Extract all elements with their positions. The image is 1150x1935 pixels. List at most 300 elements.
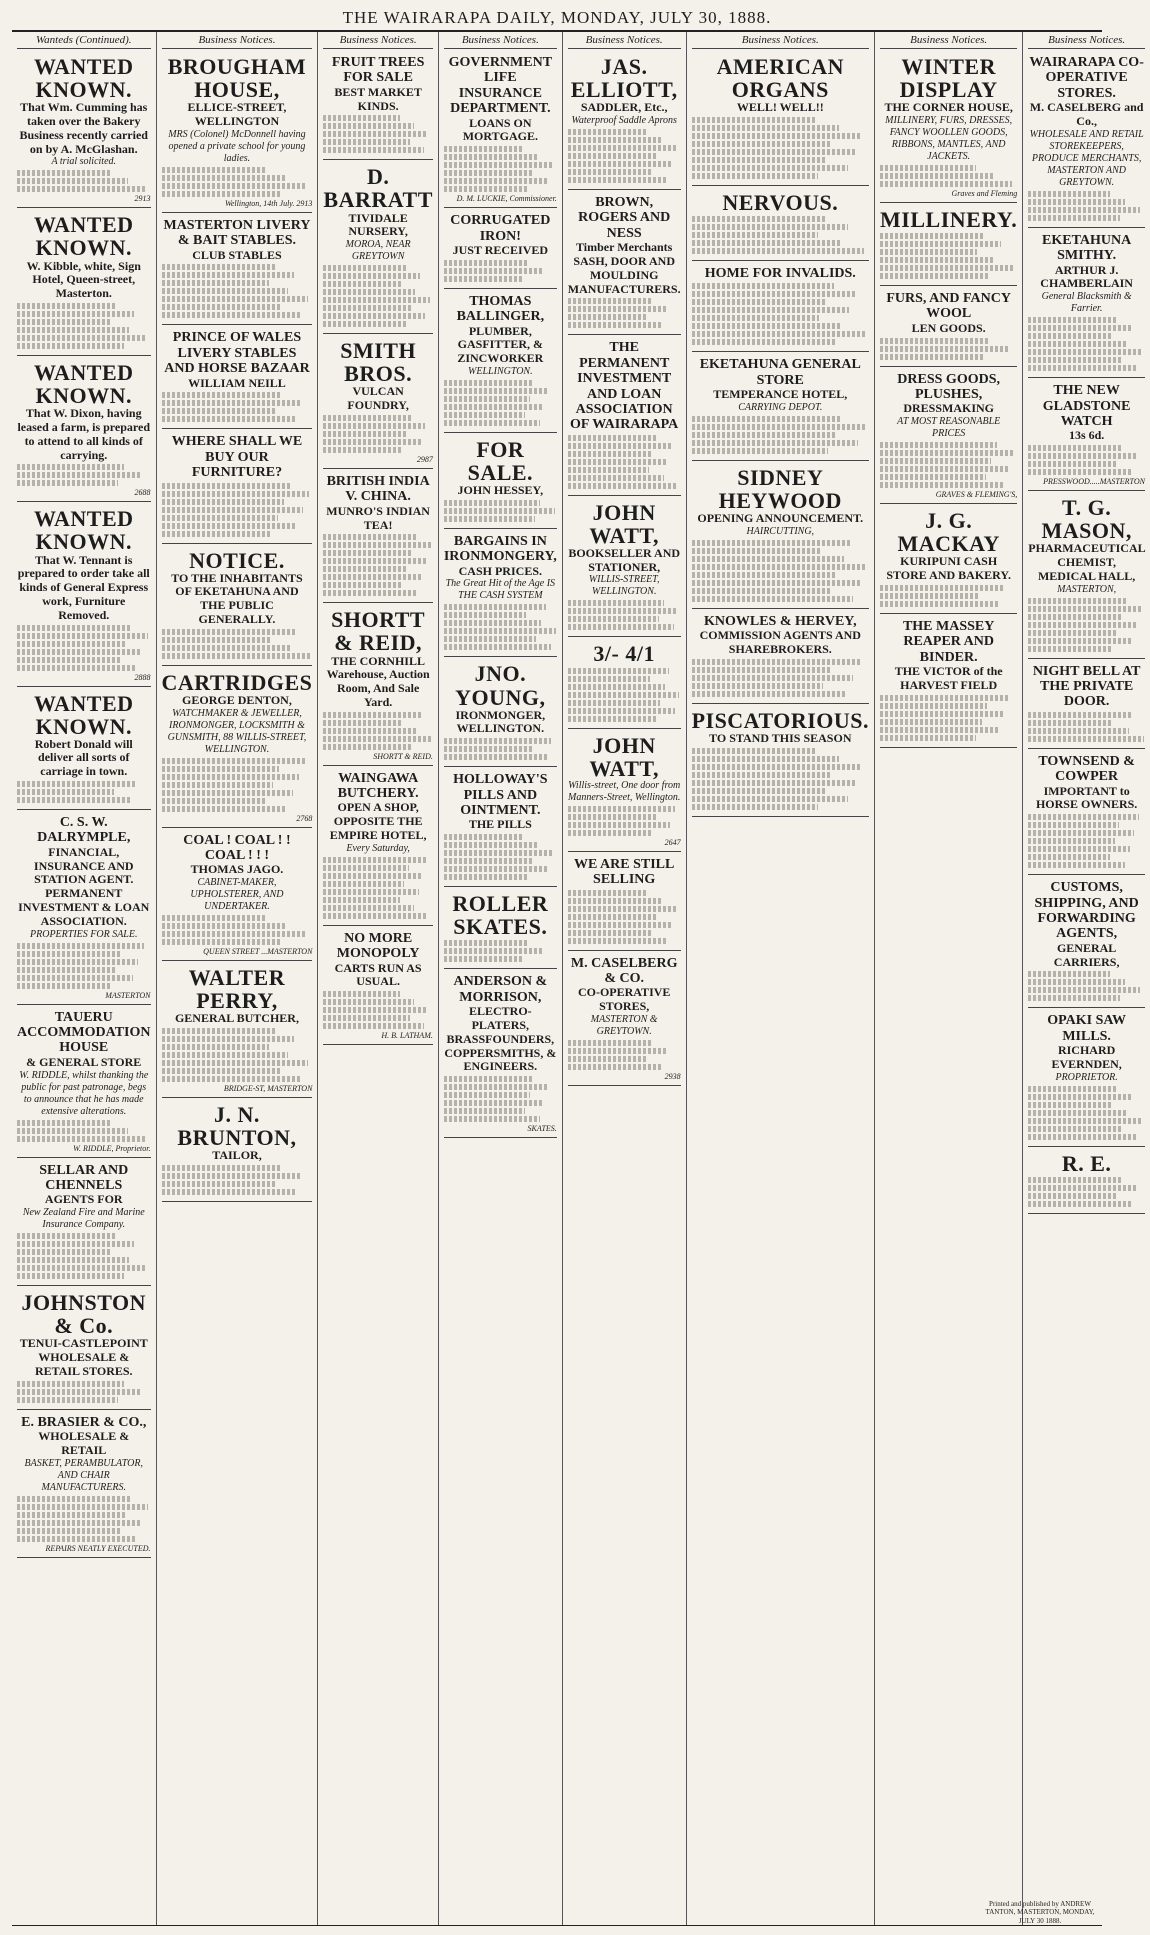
ad-subtitle: PLUMBER, GASFITTER, & ZINCWORKER <box>457 323 544 366</box>
ad-title: JOHN WATT, <box>589 732 659 781</box>
fine-print-line <box>692 416 843 422</box>
fine-print-line <box>568 890 647 896</box>
ad-signature: GRAVES & FLEMING'S, <box>935 490 1018 500</box>
ad-body: MASTERTON, <box>1057 583 1117 595</box>
fine-print-line <box>568 708 675 714</box>
advertisement <box>162 431 313 543</box>
fine-print-line <box>692 780 855 786</box>
fine-print-line <box>444 940 529 946</box>
fine-print-line <box>323 897 400 903</box>
fine-print-line <box>323 431 406 437</box>
ad-title: 3/- 4/1 <box>593 641 655 667</box>
ad-title: R. E. <box>1061 1150 1112 1176</box>
ad-signature: W. RIDDLE, Proprietor. <box>73 1143 151 1153</box>
ad-title: NOTICE. <box>189 547 285 573</box>
fine-print-line <box>444 178 548 184</box>
advertisement <box>1028 493 1145 659</box>
ad-subtitle: CLUB STABLES <box>192 247 282 262</box>
ad-subtitle: AGENTS FOR <box>44 1192 123 1207</box>
fine-print-line <box>1028 854 1110 860</box>
fine-print-line <box>162 629 298 635</box>
fine-print-line <box>323 881 404 887</box>
fine-print-line <box>323 265 405 271</box>
fine-print-line <box>162 1173 302 1179</box>
fine-print-line <box>880 241 1001 247</box>
fine-print-line <box>880 458 991 464</box>
fine-print-line <box>444 1092 530 1098</box>
advertisement <box>17 689 151 811</box>
ad-subtitle: COMMISSION AGENTS AND SHAREBROKERS. <box>699 628 861 657</box>
advertisement <box>568 498 681 638</box>
fine-print-line <box>17 1496 130 1502</box>
ad-subtitle: TIVIDALE NURSERY, <box>348 210 408 239</box>
fine-print-line <box>568 600 664 606</box>
advertisement <box>162 963 313 1098</box>
advertisement <box>17 1007 151 1158</box>
fine-print-line <box>568 676 650 682</box>
ad-signature: SHORTT & REID. <box>373 751 433 761</box>
fine-print-line <box>323 447 402 453</box>
fine-print-line <box>323 582 403 588</box>
fine-print-line <box>568 483 679 489</box>
fine-print-line <box>1028 1102 1111 1108</box>
fine-print-line <box>1028 606 1142 612</box>
ad-title: ANDERSON & MORRISON, <box>453 974 548 1005</box>
fine-print-line <box>17 327 129 333</box>
fine-print-line <box>444 834 523 840</box>
fine-print-line <box>880 257 995 263</box>
ad-body: HAIRCUTTING, <box>746 526 815 538</box>
fine-print-line <box>880 593 980 599</box>
ad-title: E. BRASIER & CO., <box>21 1414 147 1430</box>
ad-body: New Zealand Fire and Marine Insurance Company. <box>22 1207 145 1231</box>
fine-print-line <box>17 464 124 470</box>
ad-subtitle: VULCAN FOUNDRY, <box>347 384 409 413</box>
fine-print-line <box>444 380 534 386</box>
fine-print-line <box>323 297 429 303</box>
ad-title: KNOWLES & HERVEY, <box>703 614 857 630</box>
fine-print-line <box>1028 814 1139 820</box>
fine-print-line <box>444 874 529 880</box>
fine-print-line <box>444 154 538 160</box>
advertisement <box>444 52 557 208</box>
fine-print-line <box>1028 712 1133 718</box>
fine-print-line <box>444 170 533 176</box>
fine-print-line <box>17 186 145 192</box>
fine-print-line <box>692 788 825 794</box>
ad-subtitle: CO-OPERATIVE STORES, <box>577 985 671 1014</box>
fine-print-line <box>17 1120 110 1126</box>
ad-subtitle: GENERAL CARRIERS, <box>1053 940 1120 969</box>
fine-print-line <box>692 315 820 321</box>
advertisement <box>568 52 681 190</box>
advertisement <box>568 854 681 951</box>
ad-title: FOR SALE. <box>467 436 534 485</box>
fine-print-line <box>17 1397 118 1403</box>
ad-subtitle: TEMPERANCE HOTEL, <box>713 387 848 402</box>
ad-title: PRINCE OF WALES LIVERY STABLES AND HORSE BAZAAR <box>164 330 310 377</box>
advertisement <box>1028 877 1145 1008</box>
fine-print-line <box>692 580 861 586</box>
fine-print-line <box>1028 979 1125 985</box>
column-heading: Wanteds (Continued). <box>17 34 151 49</box>
fine-print-line <box>692 117 816 123</box>
ad-subtitle: THE VICTOR of the HARVEST FIELD <box>894 664 1003 692</box>
ad-title: BROWN, ROGERS AND NESS <box>578 194 671 241</box>
advertisement <box>162 668 313 828</box>
fine-print-line <box>1028 1110 1126 1116</box>
fine-print-line <box>568 806 675 812</box>
fine-print-line <box>1028 1185 1137 1191</box>
fine-print-line <box>568 624 674 630</box>
advertisement <box>692 706 869 817</box>
ad-title: CUSTOMS, SHIPPING, AND FORWARDING AGENTS, <box>1034 880 1139 942</box>
fine-print-line <box>692 339 836 345</box>
fine-print-line <box>444 412 525 418</box>
fine-print-line <box>692 165 848 171</box>
fine-print-line <box>323 590 417 596</box>
fine-print-line <box>323 313 425 319</box>
fine-print-line <box>17 975 133 981</box>
fine-print-line <box>692 675 853 681</box>
fine-print-line <box>568 443 673 449</box>
fine-print-line <box>1028 646 1113 652</box>
column-heading: Business Notices. <box>692 34 869 49</box>
ad-title: BRITISH INDIA V. CHINA. <box>326 473 430 505</box>
fine-print-line <box>568 822 671 828</box>
advertisement <box>444 435 557 529</box>
ad-subtitle: PHARMACEUTICAL CHEMIST, MEDICAL HALL, <box>1028 541 1146 583</box>
ad-signature: 2888 <box>134 672 151 682</box>
fine-print-line <box>880 273 990 279</box>
fine-print-line <box>692 307 850 313</box>
advertisement <box>162 830 313 962</box>
ad-body: General Blacksmith & Farrier. <box>1041 291 1132 315</box>
fine-print-line <box>162 1052 289 1058</box>
fine-print-line <box>568 1056 648 1062</box>
fine-print-line <box>323 439 420 445</box>
fine-print-line <box>162 1036 295 1042</box>
ad-signature: REPAIRS NEATLY EXECUTED. <box>45 1543 151 1553</box>
fine-print-line <box>323 1015 409 1021</box>
ad-title: WANTED KNOWN. <box>33 506 134 555</box>
advertisement <box>568 639 681 728</box>
ad-subtitle: CASH PRICES. <box>458 563 542 578</box>
advertisement <box>162 546 313 666</box>
fine-print-line <box>444 1116 540 1122</box>
fine-print-line <box>323 728 417 734</box>
fine-print-line <box>1028 469 1132 475</box>
fine-print-line <box>692 556 845 562</box>
ad-body: WELLINGTON. <box>468 365 533 377</box>
advertisement <box>1028 1149 1145 1214</box>
fine-print-line <box>568 129 647 135</box>
fine-print-line <box>444 604 546 610</box>
fine-print-line <box>17 983 110 989</box>
fine-print-line <box>17 781 137 787</box>
ad-body: Waterproof Saddle Aprons <box>571 114 677 126</box>
fine-print-line <box>692 588 830 594</box>
fine-print-line <box>444 842 538 848</box>
fine-print-line <box>1028 728 1128 734</box>
ad-title: SELLAR AND CHENNELS <box>39 1162 129 1193</box>
ad-body: MRS (Colonel) McDonnell having opened a private school for young ladies. <box>168 128 306 164</box>
fine-print-line <box>162 167 268 173</box>
fine-print-line <box>692 291 857 297</box>
fine-print-line <box>17 1389 141 1395</box>
fine-print-line <box>692 248 864 254</box>
fine-print-line <box>444 620 541 626</box>
ad-subtitle: & GENERAL STORE <box>26 1054 142 1069</box>
fine-print-line <box>692 564 868 570</box>
ad-signature: 2938 <box>664 1071 681 1081</box>
advertisement <box>444 210 557 289</box>
fine-print-line <box>162 1165 283 1171</box>
fine-print-line <box>1028 720 1113 726</box>
ad-title: NIGHT BELL AT THE PRIVATE DOOR. <box>1032 663 1141 710</box>
fine-print-line <box>1028 461 1117 467</box>
fine-print-line <box>444 850 552 856</box>
fine-print-line <box>444 268 543 274</box>
ad-title: THE MASSEY REAPER AND BINDER. <box>902 619 995 665</box>
fine-print-line <box>880 233 983 239</box>
fine-print-line <box>692 331 866 337</box>
ad-title: WANTED KNOWN. <box>33 690 134 739</box>
ad-subtitle: TENUI-CASTLEPOINT WHOLESALE & RETAIL STORES. <box>19 1336 148 1378</box>
fine-print-line <box>444 1108 525 1114</box>
advertisement <box>444 659 557 767</box>
ad-title: THE PERMANENT INVESTMENT AND LOAN ASSOCIATION OF WAIRARAPA <box>570 340 679 433</box>
ad-title: WAIRARAPA CO-OPERATIVE STORES. <box>1029 55 1144 101</box>
ad-subtitle: LEN GOODS. <box>911 320 986 335</box>
fine-print-line <box>17 657 120 663</box>
ad-subtitle: THE CORNER HOUSE, <box>884 100 1013 115</box>
ad-title: BARGAINS IN IRONMONGERY, <box>443 533 557 565</box>
advertisement <box>162 327 313 429</box>
ad-title: GOVERNMENT LIFE INSURANCE DEPARTMENT. <box>448 55 553 117</box>
ad-body: MASTERTON & GREYTOWN. <box>590 1013 658 1037</box>
fine-print-line <box>17 170 110 176</box>
ad-subtitle: FINANCIAL, INSURANCE AND STATION AGENT. PERMANENT INVESTMENT & LOAN ASSOCIATION. <box>18 844 150 928</box>
fine-print-line <box>323 147 424 153</box>
ad-title: J. G. MACKAY <box>897 508 1000 557</box>
fine-print-line <box>162 1068 283 1074</box>
ad-subtitle: MUNRO'S INDIAN TEA! <box>326 503 430 532</box>
ad-subtitle: IRONMONGER, WELLINGTON. <box>455 707 546 736</box>
advertisement <box>162 215 313 326</box>
fine-print-line <box>162 790 293 796</box>
fine-print-line <box>162 175 287 181</box>
fine-print-line <box>568 145 676 151</box>
ad-title: NO MORE MONOPOLY <box>336 930 420 962</box>
ad-subtitle: ELLICE-STREET, WELLINGTON <box>187 100 287 128</box>
ad-title: WANTED KNOWN. <box>33 359 134 409</box>
ad-body: PROPERTIES FOR SALE. <box>30 928 138 940</box>
fine-print-line <box>323 321 406 327</box>
advertisement <box>17 504 151 686</box>
fine-print-line <box>444 420 540 426</box>
fine-print-line <box>880 601 998 607</box>
fine-print-line <box>880 727 999 733</box>
fine-print-line <box>323 574 421 580</box>
fine-print-line <box>17 797 132 803</box>
fine-print-line <box>17 1504 148 1510</box>
masthead-title: THE WAIRARAPA DAILY, MONDAY, JULY 30, 1888. <box>342 8 772 27</box>
fine-print-line <box>17 1136 145 1142</box>
ad-title: BROUGHAM HOUSE, <box>167 54 307 103</box>
ad-subtitle: That W. Dixon, having leased a farm, is prepared to attend to all kinds of carrying. <box>17 406 151 462</box>
fine-print-line <box>568 914 657 920</box>
fine-print-line <box>17 1273 124 1279</box>
fine-print-line <box>568 1040 653 1046</box>
fine-print-line <box>692 232 818 238</box>
fine-print-line <box>444 388 549 394</box>
fine-print-line <box>1028 1177 1121 1183</box>
fine-print-line <box>880 711 1005 717</box>
ad-title: THE NEW GLADSTONE WATCH <box>1042 383 1131 429</box>
fine-print-line <box>323 889 418 895</box>
advertisement <box>323 768 432 926</box>
fine-print-line <box>162 758 305 764</box>
fine-print-line <box>17 335 146 341</box>
advertisement <box>17 1288 151 1410</box>
ad-signature: H. B. LATHAM. <box>381 1031 433 1041</box>
fine-print-line <box>1028 317 1116 323</box>
advertisement <box>1028 230 1145 378</box>
fine-print-line <box>162 183 307 189</box>
fine-print-line <box>17 480 118 486</box>
advertisement <box>880 288 1017 367</box>
fine-print-line <box>568 814 656 820</box>
ad-subtitle: GENERAL BUTCHER, <box>174 1011 299 1026</box>
fine-print-line <box>17 959 138 965</box>
ad-title: WANTED KNOWN. <box>33 54 134 103</box>
column-3 <box>318 32 438 1925</box>
fine-print-line <box>323 115 400 121</box>
ad-subtitle: Timber Merchants SASH, DOOR AND MOULDING MANUFACTURERS. <box>567 240 681 296</box>
fine-print-line <box>444 858 533 864</box>
ad-body: Every Saturday, <box>346 842 410 854</box>
ad-body: The Great Hit of the Age IS THE CASH SYSTEM <box>445 578 556 602</box>
ad-subtitle: Robert Donald will deliver all sorts of carriage in town. <box>34 736 133 779</box>
fine-print-line <box>1028 598 1127 604</box>
ad-subtitle: THE PILLS <box>468 817 532 832</box>
fine-print-line <box>1028 199 1125 205</box>
ad-subtitle: BOOKSELLER AND STATIONER, <box>568 545 681 574</box>
ad-title: HOME FOR INVALIDS. <box>704 266 856 282</box>
ad-subtitle: OPENING ANNOUNCEMENT. <box>697 511 864 526</box>
ad-signature: Wellington, 14th July. 2913 <box>224 198 313 208</box>
fine-print-line <box>444 746 532 752</box>
advertisement <box>17 358 151 502</box>
fine-print-line <box>880 181 1012 187</box>
fine-print-line <box>1028 830 1134 836</box>
advertisement <box>17 210 151 356</box>
fine-print-line <box>692 157 825 163</box>
ad-title: FRUIT TREES FOR SALE <box>331 55 425 86</box>
fine-print-line <box>323 131 428 137</box>
fine-print-line <box>1028 341 1126 347</box>
fine-print-line <box>17 311 134 317</box>
ad-body: CARRYING DEPOT. <box>738 402 823 414</box>
ad-title: JNO. YOUNG, <box>455 661 546 710</box>
advertisement <box>692 263 869 352</box>
ad-title: JAS. ELLIOTT, <box>570 54 678 103</box>
ad-subtitle: DRESSMAKING <box>903 401 994 416</box>
fine-print-line <box>692 796 848 802</box>
ad-signature: 2913 <box>134 194 151 204</box>
fine-print-line <box>17 1257 129 1263</box>
fine-print-line <box>323 873 423 879</box>
fine-print-line <box>162 1044 269 1050</box>
ad-title: D. BARRATT <box>323 164 433 213</box>
fine-print-line <box>162 288 289 294</box>
ad-subtitle: TAILOR, <box>212 1148 262 1163</box>
fine-print-line <box>17 1233 117 1239</box>
fine-print-line <box>692 667 830 673</box>
fine-print-line <box>568 906 676 912</box>
imprint: Printed and published by ANDREW TANTON, MASTERTON, MONDAY, JULY 30 1888. <box>985 1899 1095 1925</box>
fine-print-line <box>1028 1134 1137 1140</box>
column-heading: Business Notices. <box>323 34 432 49</box>
advertisement <box>444 769 557 887</box>
fine-print-line <box>692 596 853 602</box>
ad-title: TAUERU ACCOMMODATION HOUSE <box>17 1009 151 1056</box>
fine-print-line <box>162 1076 302 1082</box>
fine-print-line <box>880 466 1009 472</box>
fine-print-line <box>880 703 987 709</box>
fine-print-line <box>568 692 680 698</box>
ad-subtitle: TO STAND THIS SEASON <box>709 731 852 746</box>
fine-print-line <box>323 1007 428 1013</box>
fine-print-line <box>162 507 304 513</box>
ad-title: AMERICAN ORGANS <box>716 54 845 103</box>
fine-print-line <box>323 415 411 421</box>
fine-print-line <box>1028 630 1118 636</box>
ad-title: ROLLER SKATES. <box>452 891 549 940</box>
ad-subtitle: That W. Tennant is prepared to order take all kinds of General Express work, Furniture Removed. <box>17 552 150 622</box>
fine-print-line <box>1028 365 1137 371</box>
fine-print-line <box>162 523 298 529</box>
fine-print-line <box>323 736 431 742</box>
advertisement <box>1028 751 1145 875</box>
fine-print-line <box>444 260 529 266</box>
ad-title: EKETAHUNA SMITHY. <box>1042 232 1132 264</box>
ad-subtitle: M. CASELBERG and Co., <box>1029 100 1144 128</box>
ad-body: WHOLESALE AND RETAIL STOREKEEPERS, PRODUCE MERCHANTS, MASTERTON AND GREYTOWN. <box>1029 128 1144 188</box>
ad-subtitle: TO THE INHABITANTS OF EKETAHUNA AND THE PUBLIC GENERALLY. <box>171 570 303 626</box>
fine-print-line <box>17 1528 120 1534</box>
fine-print-line <box>323 273 419 279</box>
fine-print-line <box>1028 1126 1121 1132</box>
ad-subtitle: SADDLER, Etc., <box>580 100 668 115</box>
fine-print-line <box>17 1241 134 1247</box>
ad-body: A trial solicited. <box>51 156 117 168</box>
fine-print-line <box>1028 325 1131 331</box>
ad-body: W. RIDDLE, whilst thanking the public for past patronage, begs to announce that he has made extensive alterations. <box>19 1069 149 1117</box>
fine-print-line <box>692 125 839 131</box>
fine-print-line <box>568 898 662 904</box>
ad-signature: 2688 <box>134 488 151 498</box>
fine-print-line <box>880 249 977 255</box>
ad-signature: 2768 <box>296 813 313 823</box>
fine-print-line <box>568 459 668 465</box>
fine-print-line <box>1028 349 1141 355</box>
ad-signature: MASTERTON <box>105 990 151 1000</box>
fine-print-line <box>692 683 823 689</box>
fine-print-line <box>692 141 832 147</box>
fine-print-line <box>17 1265 146 1271</box>
